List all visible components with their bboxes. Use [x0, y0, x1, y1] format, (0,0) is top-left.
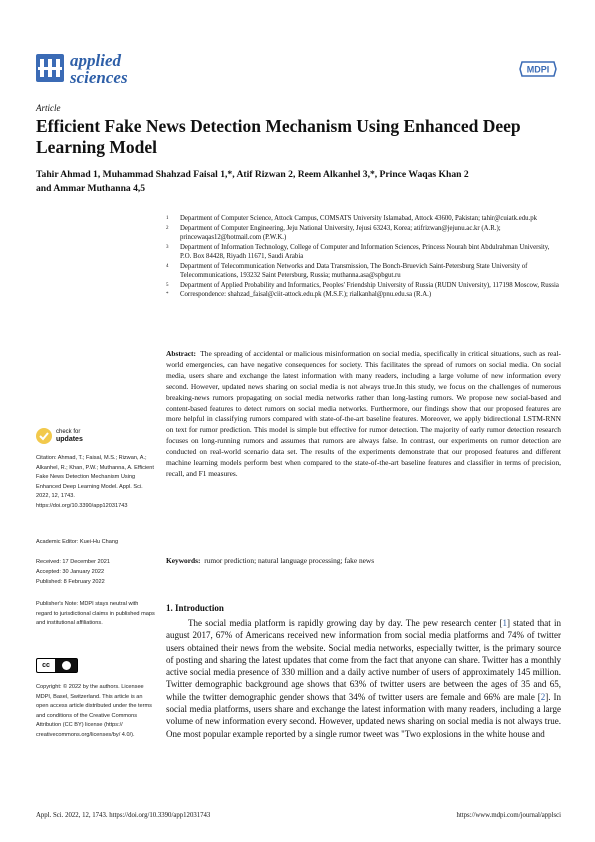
- footer-citation: Appl. Sci. 2022, 12, 1743. https://doi.org/10.3390/app12031743: [36, 812, 211, 819]
- mdpi-logo-icon: [518, 60, 558, 78]
- affiliation-item: * Correspondence: shahzad_faisal@ciit-attock.edu.pk (M.S.F.); rialkanhal@pnu.edu.sa (R.A.): [166, 291, 432, 298]
- citation-link-1[interactable]: 1: [502, 618, 507, 628]
- section-heading: 1. Introduction: [166, 603, 224, 613]
- affiliation-item: 3 Department of Information Technology, College of Computer and Information Sciences, Princess Nourah bint Abdulrahman University, P.O. Box 84428, Riyadh 11671, Saudi Arabia: [166, 243, 550, 260]
- affiliation-item: 1 Department of Computer Science, Attock Campus, COMSATS University Islamabad, Attock 43600, Pakistan; tahir@cuiatk.edu.pk: [166, 215, 537, 222]
- author-list: Tahir Ahmad 1, Muhammad Shahzad Faisal 1,*, Atif Rizwan 2, Reem Alkanhel 3,*, Prince Waqas Khan 2 and Ammar Muthanna 4,5: [36, 169, 469, 194]
- affiliation-item: 4 Department of Telecommunication Networks and Data Transmission, The Bonch-Bruevich Saint-Petersburg State University of Telecommunications, 193232 Saint Petersburg, Russia; muthanna.asa@spbgut.ru: [166, 262, 528, 279]
- received-date: Received: 17 December 2021: [36, 559, 111, 565]
- introduction-paragraph: The social media platform is rapidly growing day by day. The pew research center [1] stated that in august 2017, 67% of Americans received new information from social media platforms and 74% of twitter users obtained their news from the website. Social media networks, especially twitter, is the primary source of posting and sharing the latest updates that come from the fact that anyone can share. Twitter has a monthly active social media presence of 330 million and a daily active number of users of approximately 145 million. Twitter demographic background age shows that 63% of twitter users are between the ages of 35 and 65, while the twitter demographic gender shows that 34% of twitter users are female and 66% are male [2]. In social media platforms, users share and exchange the latest information with many readers, including a large volume of new information every second. However, updated news sharing on social media is not always true. One most popular example reported by a single rumor tweet was "Two explosions in the white house and: [166, 618, 561, 739]
- publisher-note: Publisher's Note: MDPI stays neutral with regard to jurisdictional claims in published maps and institutional affiliations.: [36, 601, 155, 627]
- published-date: Published: 8 February 2022: [36, 579, 105, 585]
- academic-editor: Academic Editor: Kuei-Hu Chang: [36, 539, 119, 545]
- journal-url-link[interactable]: https://www.mdpi.com/journal/applsci: [456, 812, 561, 819]
- accepted-date: Accepted: 30 January 2022: [36, 569, 105, 575]
- abstract: Abstract: The spreading of accidental or malicious misinformation on social media, specifically in critical situations, such as real-world emergencies, can have negative consequences for society. This facilitates the spread of rumors on social media. On social media, users share and exchange the latest information with many readers, including a large volume of new information every second. However, updated news sharing on social media is not always true.In this study, we focus on the challenges of numerous breaking-news rumors propagating on social media networks rather than long-lasting rumors. We propose new social-based and content-based features to detect rumors on social media networks. Furthermore, our findings show that our proposed features are more helpful in classifying rumors compared with state-of-the-art baseline features. Moreover, we apply bidirectional LSTM-RNN on text for rumor prediction. This model is simple but effective for rumor detection. The majority of early rumor detection research focuses on long-running rumors and assumes that rumors are always false. In contrast, our experiments on rumor detection are conducted on real-world scenario data set. The results of the experiments demonstrate that our proposed features and different machine learning models perform best when compared to the state-of-the-art baseline features and classifier in terms of precision, recall, and F1 measures.: [166, 349, 562, 478]
- affiliation-item: 2 Department of Computer Engineering, Jeju National University, Jejusi 63243, Korea; atifrizwan@jejunu.ac.kr (A.R.); princewaqas12@hotmail.com (P.W.K.): [166, 224, 501, 241]
- page-footer: [36, 812, 561, 819]
- paper-title: Efficient Fake News Detection Mechanism Using Enhanced Deep Learning Model: [36, 116, 521, 157]
- cc-by-license-badge[interactable]: cc: [36, 658, 78, 673]
- journal-logo-icon: [36, 54, 64, 82]
- check-updates-icon: [36, 428, 52, 444]
- svg-text:MDPI: MDPI: [526, 64, 550, 75]
- affiliation-item: 5 Department of Applied Probability and Informatics, Peoples' Friendship University of Russia (RUDN University), 117198 Moscow, Russia: [166, 281, 559, 289]
- keywords: Keywords: rumor prediction; natural language processing; fake news: [166, 556, 375, 565]
- citation: Citation: Ahmad, T.; Faisal, M.S.; Rizwan, A.; Alkanhel, R.; Khan, P.W.; Muthanna, A. Efficient Fake News Detection Mechanism Using Enhanced Deep Learning Model. Appl. Sci. 2022, 12, 1743. https://doi.org/10.3390/app12031743: [36, 455, 154, 509]
- copyright: Copyright: © 2022 by the authors. Licensee MDPI, Basel, Switzerland. This article is an open access article distributed under the terms and conditions of the Creative Commons Attribution (CC BY) license (https:// creativecommons.org/licenses/by/ 4.0/).: [36, 684, 152, 738]
- journal-name: applied sciences: [70, 51, 128, 87]
- article-type: Article: [36, 103, 61, 113]
- affiliations: [166, 214, 561, 300]
- check-for-updates-button[interactable]: check for updates: [36, 428, 83, 444]
- attribution-icon: [55, 659, 77, 672]
- citation-link-2[interactable]: 2: [540, 691, 546, 702]
- journal-logo: [36, 52, 128, 86]
